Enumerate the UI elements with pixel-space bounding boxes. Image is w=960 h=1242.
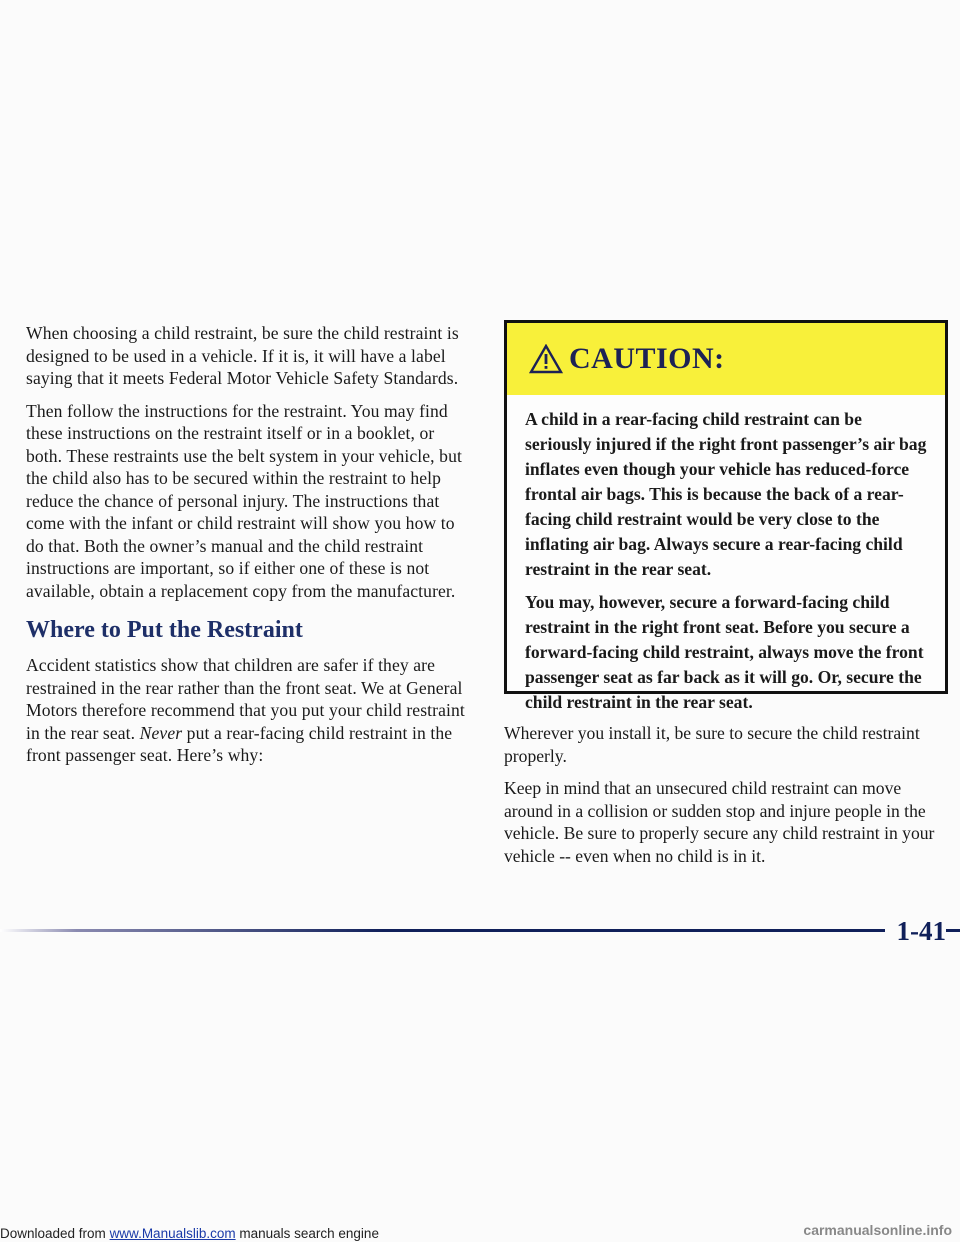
watermark: carmanualsonline.info <box>803 1222 952 1238</box>
footer-suffix: manuals search engine <box>235 1226 379 1241</box>
caution-header <box>507 323 945 395</box>
footer-rule <box>0 929 960 932</box>
left-column <box>26 322 474 777</box>
manualslib-link[interactable]: www.Manualslib.com <box>109 1226 236 1241</box>
footer-prefix: Downloaded from <box>0 1226 110 1241</box>
paragraph-label-requirement: When choosing a child restraint, be sure the child restraint is designed to be used in a vehicle. If it is, it will have a label saying that it meets Federal Motor Vehicle Safety Standards. <box>26 323 459 388</box>
warning-triangle-icon <box>529 344 563 374</box>
emphasis-never: Never <box>139 722 183 743</box>
paragraph-unsecured-restraint: Keep in mind that an unsecured child restraint can move around in a collision or sudden stop and injure people in the vehicle. Be sure to properly secure any child restraint in your vehicle -- even when no child is in it. <box>504 778 935 866</box>
section-heading: Where to Put the Restraint <box>26 617 303 643</box>
page-number: 1-41 <box>885 916 947 947</box>
paragraph-instructions: Then follow the instructions for the restraint. You may find these instructions on the restraint itself or in a booklet, or both. These restraints use the belt system in your vehicle, but the child also has to be secured within the restraint to help reduce the chance of personal injury. The instructions that come with the infant or child restraint will show you how to do that. Both the owner’s manual and the child restraint instructions are important, so if either one of these is not available, obtain a replacement copy from the manufacturer. <box>26 400 462 601</box>
caution-body <box>525 407 931 723</box>
caution-paragraph-forward-facing: You may, however, secure a forward-facing child restraint in the right front seat. Before you secure a forward-facing child restraint, always move the front passenger seat as far back as it will go. Or, secure the child restraint in the rear seat. <box>525 592 924 712</box>
caution-box <box>504 320 948 712</box>
paragraph-text-start: Accident statistics show that children are safer if they are restrained in the rear rather than the front seat. We at General Motors therefore recommend that you put your child restraint in the rear seat. <box>26 655 465 743</box>
caution-title: CAUTION: <box>569 342 725 375</box>
paragraph-text-end: put a rear-facing child restraint in the front passenger seat. Here’s why: <box>26 722 453 765</box>
right-column <box>504 722 954 877</box>
caution-paragraph-rear-facing: A child in a rear-facing child restraint can be seriously injured if the right front passenger’s air bag inflates even though your vehicle has reduced-force frontal air bags. This is because the back of a rear-facing child restraint would be very close to the inflating air bag. Always secure a rear-facing child restraint in the rear seat. <box>525 409 927 579</box>
paragraph-where-to-put <box>26 654 474 767</box>
paragraph-install-properly: Wherever you install it, be sure to secure the child restraint properly. <box>504 723 920 766</box>
